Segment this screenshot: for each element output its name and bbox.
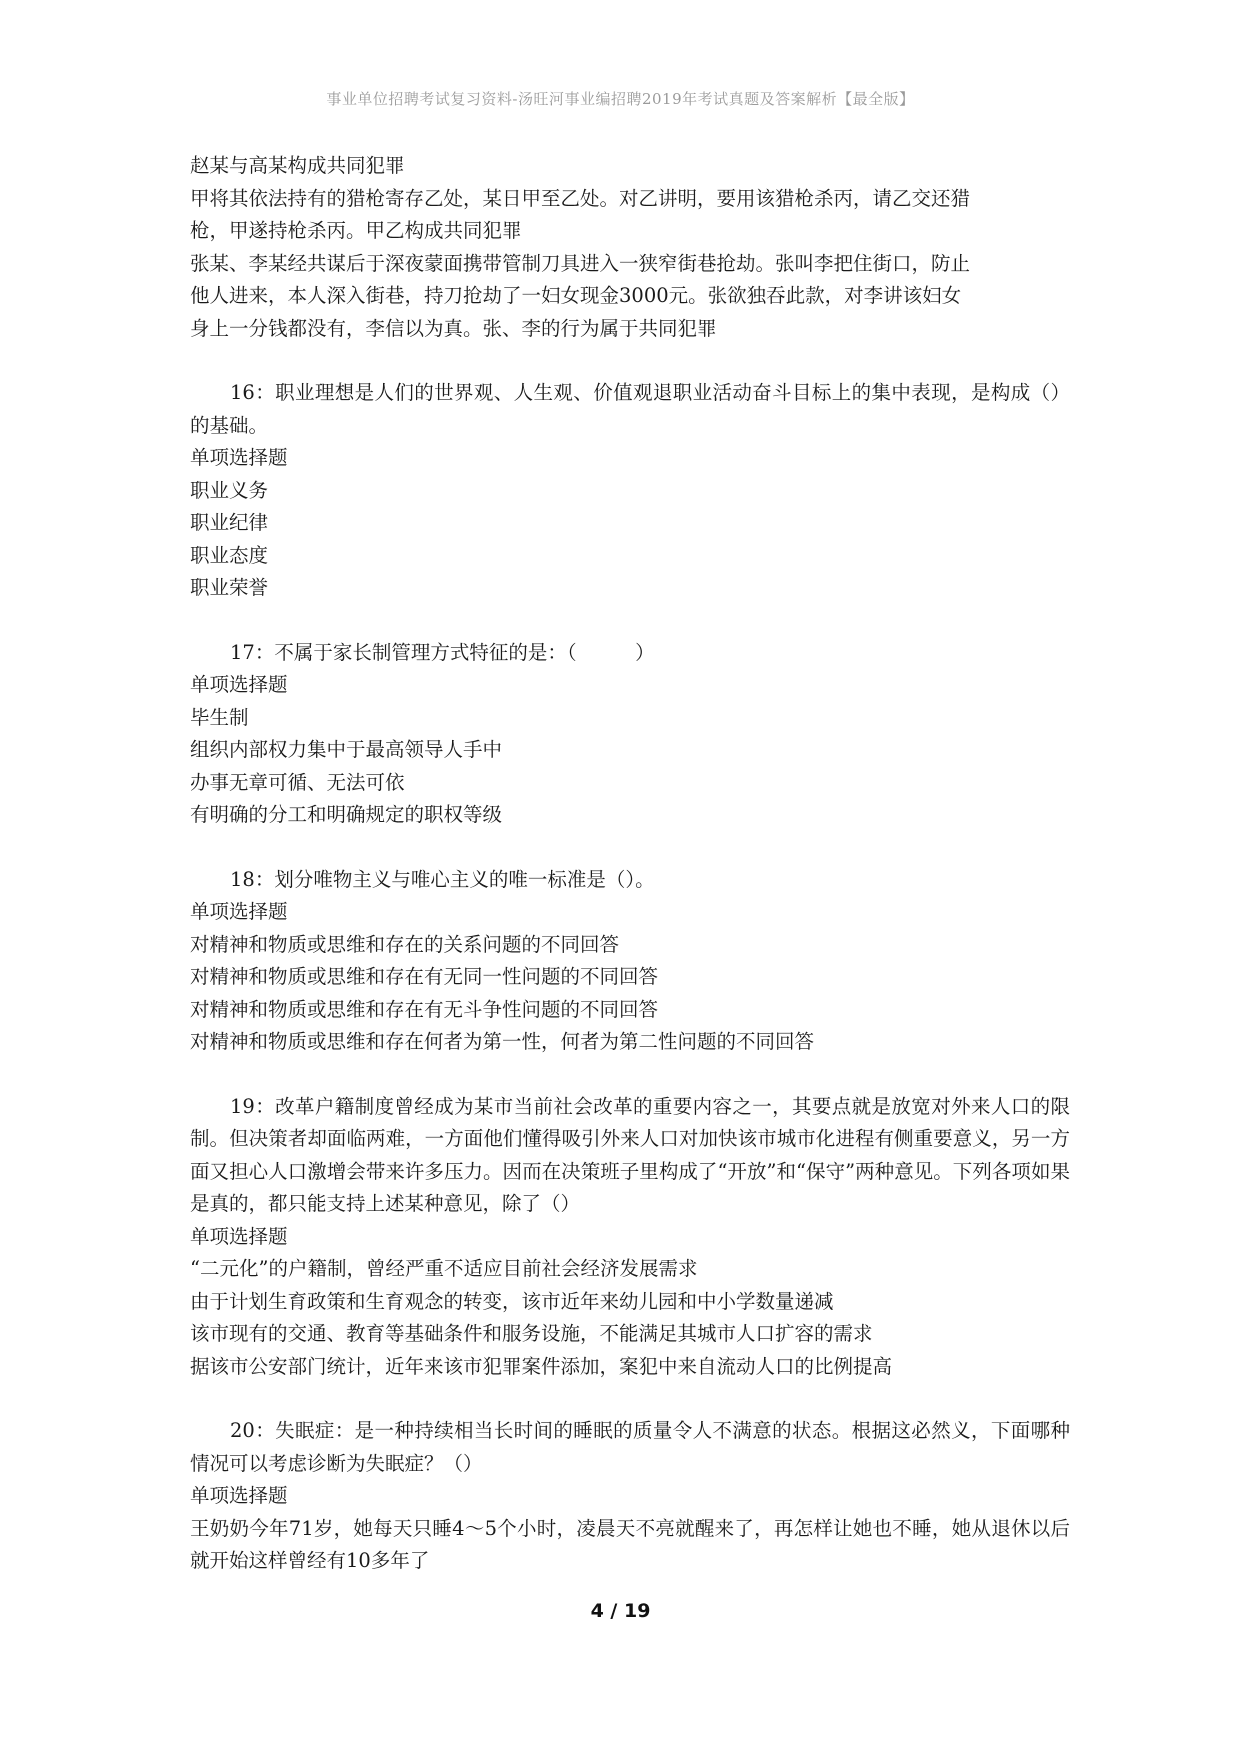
page-number: 4 / 19	[590, 1600, 651, 1622]
question-type: 单项选择题	[190, 1224, 288, 1248]
option-line: 张某、李某经共谋后于深夜蒙面携带管制刀具进入一狭窄街巷抢劫。张叫李把住街口，防止	[190, 251, 971, 275]
answer-option: 职业义务	[190, 478, 269, 502]
question-stem: 19：改革户籍制度曾经成为某市当前社会改革的重要内容之一，其要点就是放宽对外来人口的限制。但决策者却面临两难，一方面他们懂得吸引外来人口对加快该市城市化进程有侧重要意义，另一方面又担心人口激增会带来许多压力。因而在决策班子里构成了“开放”和“保守”两种意见。下列各项如果是真的，都只能支持上述某种意见，除了（）	[190, 1094, 1070, 1215]
option-line: 甲将其依法持有的猎枪寄存乙处，某日甲至乙处。对乙讲明，要用该猎枪杀丙，请乙交还猎	[190, 186, 971, 210]
option-line: 身上一分钱都没有，李信以为真。张、李的行为属于共同犯罪	[190, 316, 717, 340]
answer-option: 办事无章可循、无法可依	[190, 770, 405, 794]
answer-option: 王奶奶今年71岁，她每天只睡4～5个小时，凌晨天不亮就醒来了，再怎样让她也不睡，她从退休以后就开始这样曾经有10多年了	[190, 1516, 1070, 1572]
answer-option: 对精神和物质或思维和存在的关系问题的不同回答	[190, 932, 620, 956]
option-line: 他人进来，本人深入街巷，持刀抢劫了一妇女现金3000元。张欲独吞此款，对李讲该妇女	[190, 284, 962, 307]
answer-option: 由于计划生育政策和生育观念的转变，该市近年来幼儿园和中小学数量递减	[190, 1289, 834, 1313]
answer-option: 有明确的分工和明确规定的职权等级	[190, 803, 503, 826]
question-20	[190, 1415, 1070, 1578]
option-line: 赵某与高某构成共同犯罪	[190, 154, 405, 177]
answer-option: 对精神和物质或思维和存在何者为第一性，何者为第二性问题的不同回答	[190, 1030, 815, 1053]
question-19	[190, 1091, 1070, 1384]
answer-option: “二元化”的户籍制，曾经严重不适应目前社会经济发展需求	[190, 1257, 698, 1280]
answer-option: 毕生制	[190, 705, 249, 729]
question-stem: 20：失眠症：是一种持续相当长时间的睡眠的质量令人不满意的状态。根据这必然义，下面哪种情况可以考虑诊断为失眠症？（）	[190, 1419, 1070, 1475]
document-body	[190, 150, 1070, 1578]
answer-option: 据该市公安部门统计，近年来该市犯罪案件添加，案犯中来自流动人口的比例提高	[190, 1354, 893, 1378]
answer-option: 对精神和物质或思维和存在有无斗争性问题的不同回答	[190, 997, 659, 1021]
question-type: 单项选择题	[190, 1484, 288, 1507]
previous-question-options	[190, 150, 1070, 345]
question-type: 单项选择题	[190, 673, 288, 696]
question-stem: 16：职业理想是人们的世界观、人生观、价值观退职业活动奋斗目标上的集中表现，是构成（）的基础。	[190, 381, 1070, 437]
option-line: 枪，甲遂持枪杀丙。甲乙构成共同犯罪	[190, 219, 522, 242]
page-header: 事业单位招聘考试复习资料-汤旺河事业编招聘2019年考试真题及答案解析【最全版】	[326, 90, 915, 108]
answer-option: 该市现有的交通、教育等基础条件和服务设施，不能满足其城市人口扩容的需求	[190, 1322, 873, 1345]
question-18	[190, 864, 1070, 1059]
answer-option: 职业态度	[190, 543, 269, 567]
question-17	[190, 637, 1070, 832]
question-type: 单项选择题	[190, 900, 288, 923]
answer-option: 职业纪律	[190, 511, 269, 534]
question-stem: 17：不属于家长制管理方式特征的是：（ ）	[230, 640, 655, 664]
question-stem: 18：划分唯物主义与唯心主义的唯一标准是（）。	[230, 867, 655, 891]
answer-option: 职业荣誉	[190, 576, 269, 599]
answer-option: 组织内部权力集中于最高领导人手中	[190, 738, 503, 761]
question-16	[190, 377, 1070, 605]
question-type: 单项选择题	[190, 446, 288, 469]
answer-option: 对精神和物质或思维和存在有无同一性问题的不同回答	[190, 965, 659, 988]
